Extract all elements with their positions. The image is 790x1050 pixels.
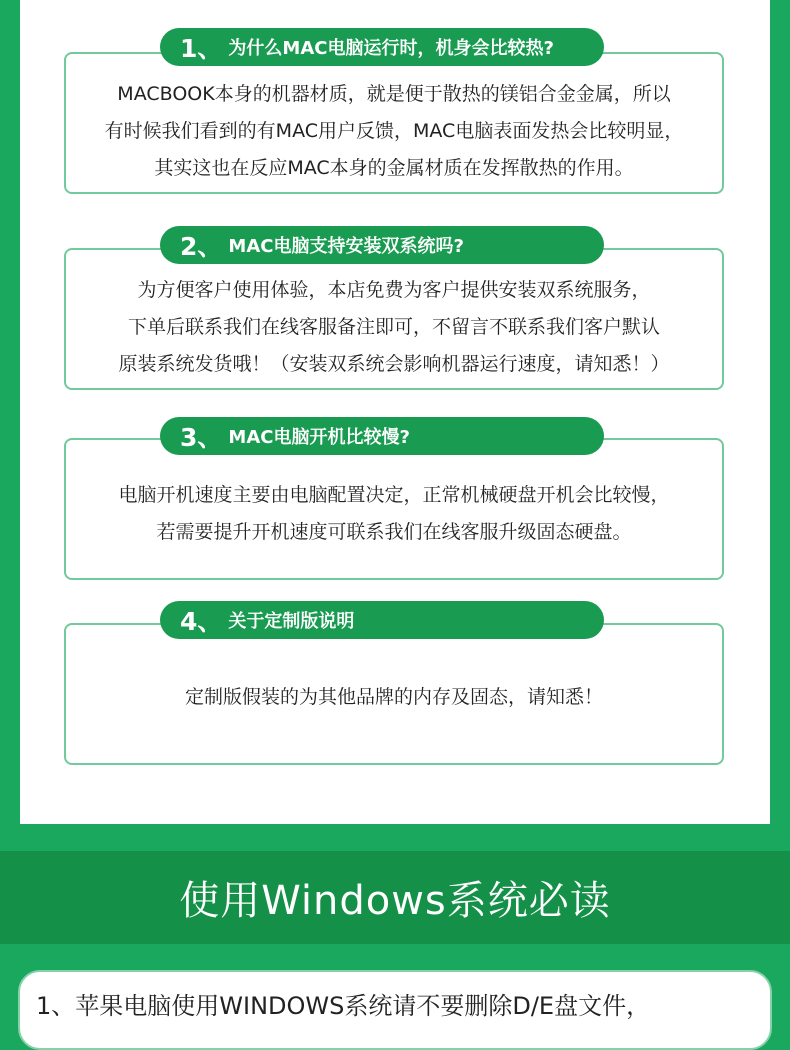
faq-answer-3	[66, 477, 722, 551]
faq-answer-2	[66, 272, 722, 383]
question-number: 2、	[180, 232, 223, 261]
question-number: 1、	[180, 34, 223, 63]
answer-line: 电脑开机速度主要由电脑配置决定，正常机械硬盘开机会比较慢，	[118, 484, 670, 506]
answer-line: 有时候我们看到的有MAC用户反馈，MAC电脑表面发热会比较明显，	[104, 120, 684, 142]
faq-answer-1	[66, 76, 722, 187]
section-title: 使用Windows系统必读	[179, 878, 611, 924]
faq-question-tab-2	[160, 226, 604, 264]
question-number: 4、	[180, 607, 223, 636]
faq-question-tab-1	[160, 28, 604, 66]
windows-notes-panel	[18, 970, 772, 1050]
faq-question-tab-3	[160, 417, 604, 455]
answer-line: 下单后联系我们在线客服备注即可，不留言不联系我们客户默认	[127, 316, 660, 338]
question-text: 为什么MAC电脑运行时，机身会比较热?	[228, 38, 554, 59]
section-banner	[0, 851, 790, 944]
question-text: 关于定制版说明	[228, 611, 355, 632]
faq-question-tab-4	[160, 601, 604, 639]
answer-line: 定制版假装的为其他品牌的内存及固态，请知悉！	[184, 686, 603, 708]
question-number: 3、	[180, 423, 223, 452]
question-text: MAC电脑开机比较慢?	[228, 427, 410, 448]
faq-box-2	[64, 248, 724, 390]
faq-answer-4	[66, 679, 722, 716]
answer-line: 为方便客户使用体验，本店免费为客户提供安装双系统服务，	[137, 279, 651, 301]
answer-line: 原装系统发货哦！（安装双系统会影响机器运行速度，请知悉！）	[118, 353, 670, 375]
faq-box-3	[64, 438, 724, 580]
windows-note-1: 1、苹果电脑使用WINDOWS系统请不要删除D/E盘文件，	[36, 992, 651, 1020]
faq-box-1	[64, 52, 724, 194]
answer-line: 其实这也在反应MAC本身的金属材质在发挥散热的作用。	[154, 157, 634, 179]
answer-line: 若需要提升开机速度可联系我们在线客服升级固态硬盘。	[156, 521, 632, 543]
answer-line: MACBOOK本身的机器材质，就是便于散热的镁铝合金金属，所以	[117, 83, 671, 105]
faq-box-4	[64, 623, 724, 765]
question-text: MAC电脑支持安装双系统吗?	[228, 236, 464, 257]
